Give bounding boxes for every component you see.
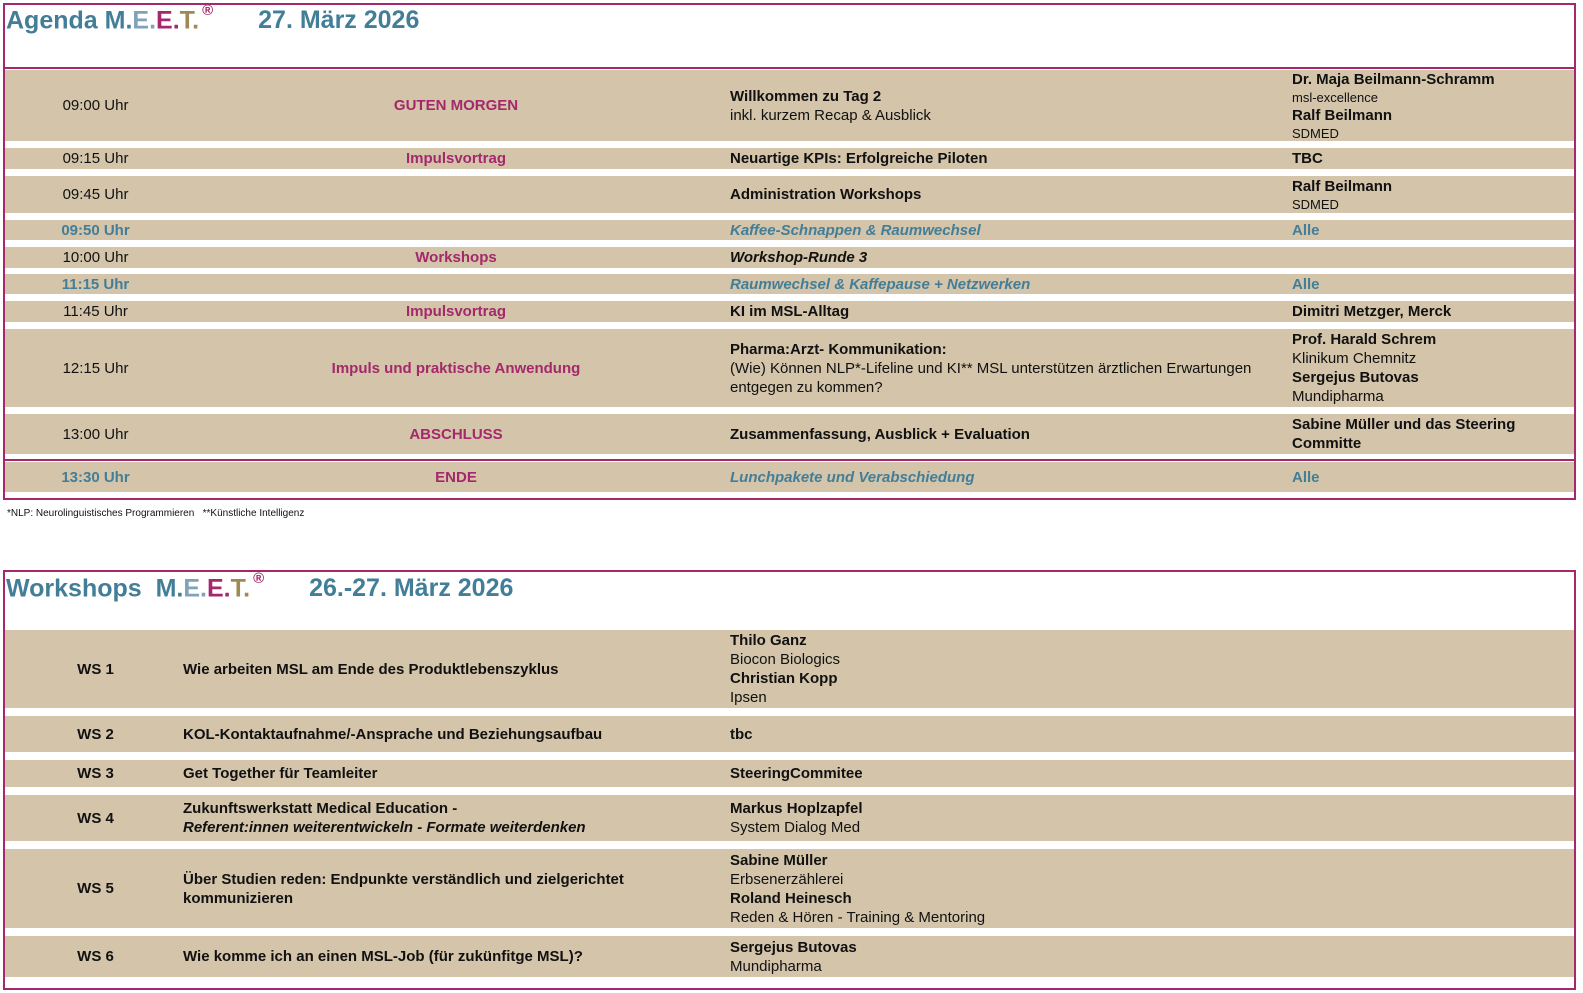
workshop-row [5,760,1574,787]
agenda-session-title: Raumwechsel & Kaffepause + Netzwerken [730,275,1031,293]
speaker-org: Klinikum Chemnitz [1292,350,1417,367]
workshop-row [5,716,1574,752]
agenda-title-cell [730,329,1290,407]
agenda-session-title: Willkommen zu Tag 2 [730,87,882,105]
agenda-row [5,220,1574,240]
agenda-time: 12:15 Uhr [62,359,129,377]
registered-mark: ® [202,2,214,19]
workshop-row [5,849,1574,928]
agenda-type: Impulsvortrag [405,303,507,320]
speaker-org: System Dialog Med [730,819,861,836]
agenda-session-title: Lunchpakete und Verabschiedung [730,468,975,486]
workshop-title: Zukunftswerkstatt Medical Education - [183,800,458,817]
agenda-time: 11:15 Uhr [61,275,130,293]
agenda-speaker-cell [1292,70,1572,141]
speaker-name: Ralf Beilmann [1292,106,1393,124]
agenda-row [5,301,1574,322]
speaker-name: Dimitri Metzger, Merck [1292,303,1452,320]
agenda-time: 09:50 Uhr [61,221,130,239]
agenda-row [5,176,1574,213]
agenda-time: 11:45 Uhr [63,303,128,320]
agenda-session-title: KI im MSL-Alltag [730,303,850,320]
speaker-org: Mundipharma [1292,388,1384,405]
speaker-name: Prof. Harald Schrem [1292,331,1437,348]
workshop-title: Wie arbeiten MSL am Ende des Produktlebenszyklus [183,660,559,678]
brand-t: T. [179,6,200,35]
agenda-session-title: Kaffee-Schnappen & Raumwechsel [730,221,981,239]
speaker-name: Markus Hoplzapfel [730,800,863,817]
speaker-org: msl-excellence [1292,89,1378,105]
agenda-time: 10:00 Uhr [62,249,129,266]
workshop-title: Über Studien reden: Endpunkte verständlich und zielgerichtet kommunizieren [183,870,624,907]
agenda-type: ENDE [435,468,477,486]
workshop-speaker-cell [730,936,1430,977]
agenda-session-title: Zusammenfassung, Ausblick + Evaluation [730,425,1030,443]
workshop-row [5,936,1574,977]
speaker-name: Alle [1292,275,1320,293]
speaker-name [1292,247,1572,268]
footnote: *NLP: Neurolinguistisches Programmieren **Künstliche Intelligenz [7,508,305,519]
registered-mark: ® [253,570,265,587]
agenda-session-sub: inkl. kurzem Recap & Ausblick [730,106,931,124]
agenda-type: Impuls und praktische Anwendung [331,359,581,377]
agenda-type: GUTEN MORGEN [393,97,519,114]
agenda-session-title: Workshop-Runde 3 [730,249,868,266]
workshops-title: Workshops [6,574,142,603]
agenda-row [5,329,1574,407]
speaker-name: Roland Heinesch [730,889,852,907]
brand-t: T. [230,574,251,603]
workshop-row [5,795,1574,841]
workshop-number: WS 3 [77,765,114,782]
workshops-date: 26.-27. März 2026 [309,574,514,603]
workshop-number: WS 6 [77,948,114,965]
agenda-type [186,220,726,240]
speaker-name: Sabine Müller und das Steering Committe [1292,416,1516,452]
agenda-session-title: Neuartige KPIs: Erfolgreiche Piloten [730,150,988,167]
speaker-name: TBC [1292,150,1323,167]
agenda-time: 09:15 Uhr [62,150,129,167]
agenda-row [5,148,1574,169]
speaker-name: Sergejus Butovas [730,938,857,956]
workshop-row [5,630,1574,708]
brand-e2: E. [156,6,180,35]
speaker-name: tbc [730,725,753,743]
speaker-org: SDMED [1292,196,1339,212]
speaker-org: Mundipharma [730,957,822,975]
speaker-name: Ralf Beilmann [1292,177,1393,195]
speaker-org: Erbsenerzählerei [730,870,844,888]
brand-e1: E. [183,574,207,603]
agenda-speaker-cell [1292,176,1572,213]
workshop-number: WS 4 [77,809,114,827]
agenda-session-title: Pharma:Arzt- Kommunikation: [730,340,947,358]
workshop-number: WS 5 [77,880,114,897]
agenda-type [186,176,726,213]
speaker-name: SteeringCommitee [730,765,863,782]
agenda-title-cell [730,70,1290,141]
workshop-speaker-cell [730,630,1430,708]
workshop-subtitle: Referent:innen weiterentwickeln - Formate weiterdenken [183,819,586,836]
agenda-row [5,274,1574,294]
agenda-row [5,70,1574,141]
workshop-number: WS 1 [77,660,114,678]
speaker-org: SDMED [1292,125,1339,141]
agenda-type: ABSCHLUSS [409,425,503,443]
agenda-time: 13:00 Uhr [62,425,129,443]
brand-m: M. [155,574,184,603]
agenda-row [5,462,1574,492]
speaker-org: Biocon Biologics [730,651,841,668]
workshop-speaker-cell [730,795,1430,841]
workshops-heading [6,570,514,603]
agenda-type: Workshops [415,249,497,266]
workshop-title: KOL-Kontaktaufnahme/-Ansprache und Beziehungsaufbau [183,725,603,743]
workshop-number: WS 2 [77,725,114,743]
agenda-row [5,414,1574,454]
brand-e1: E. [132,6,157,35]
speaker-name: Alle [1292,468,1320,486]
speaker-name: Dr. Maja Beilmann-Schramm [1292,70,1495,88]
agenda-date: 27. März 2026 [258,6,420,35]
workshop-title: Wie komme ich an einen MSL-Job (für zukünfitge MSL)? [183,948,583,965]
agenda-time: 09:00 Uhr [62,97,129,114]
speaker-org: Ipsen [730,689,767,706]
agenda-speaker-cell [1292,329,1572,407]
agenda-time: 09:45 Uhr [62,186,129,203]
workshop-title-cell [183,795,723,841]
agenda-session-sub: (Wie) Können NLP*-Lifeline und KI** MSL unterstützen ärztlichen Erwartungen entgegen zu kommen? [730,359,1252,396]
speaker-name: Thilo Ganz [730,632,807,649]
agenda-row [5,247,1574,268]
speaker-name: Sergejus Butovas [1292,369,1419,386]
workshop-title: Get Together für Teamleiter [183,765,378,782]
speaker-name: Christian Kopp [730,670,838,687]
agenda-session-title: Administration Workshops [730,186,922,203]
agenda-heading [6,2,420,35]
agenda-type [186,274,726,294]
workshop-speaker-cell [730,849,1430,928]
brand-e2: E. [206,574,231,603]
speaker-name: Alle [1292,221,1320,239]
speaker-org: Reden & Hören - Training & Mentoring [730,908,986,926]
brand-m: M. [104,6,133,35]
agenda-end-rule [3,459,1576,461]
agenda-type: Impulsvortrag [405,150,507,167]
agenda-title: Agenda [6,6,98,35]
agenda-time: 13:30 Uhr [61,468,130,486]
speaker-name: Sabine Müller [730,851,828,869]
